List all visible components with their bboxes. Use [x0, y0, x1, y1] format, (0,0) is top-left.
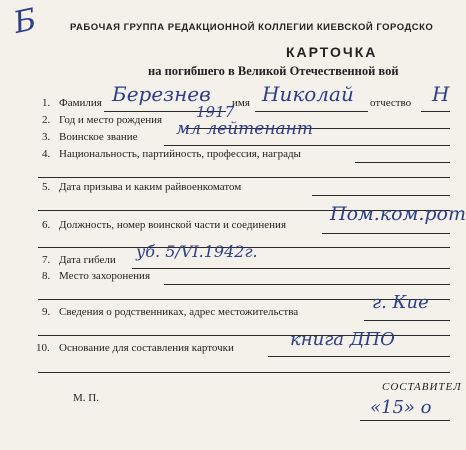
card-subtitle: на погибшего в Великой Отечественной вой — [148, 64, 399, 78]
patronymic-value: Н — [432, 82, 450, 106]
field-9-number: 9. — [42, 306, 51, 318]
name-line — [255, 111, 368, 112]
card-title: КАРТОЧКА — [286, 44, 378, 60]
relatives-value: г. Кие — [372, 292, 429, 313]
stamp-place-label: М. П. — [73, 392, 99, 404]
basis-label: Основание для составления карточки — [59, 342, 234, 354]
date-line — [360, 420, 450, 421]
draft-line — [312, 195, 450, 196]
surname-value: Березнев — [112, 82, 211, 106]
relatives-line — [364, 320, 450, 321]
rank-label: Воинское звание — [59, 131, 138, 143]
death-date-value: уб. 5/VI.1942г. — [136, 242, 258, 261]
field-2-number: 2. — [42, 114, 51, 126]
organization-header: РАБОЧАЯ ГРУППА РЕДАКЦИОННОЙ КОЛЛЕГИИ КИЕВСКОЙ ГОРОДСКО — [70, 22, 434, 33]
basis-value: книга ДПО — [290, 329, 395, 350]
basis-extra-line — [38, 372, 450, 373]
relatives-label: Сведения о родственниках, адрес местожительства — [59, 306, 299, 318]
field-5-number: 5. — [42, 181, 51, 193]
name-label: имя — [232, 97, 250, 109]
compiler-label: СОСТАВИТЕЛ — [382, 381, 462, 393]
field-6-number: 6. — [42, 219, 51, 231]
field-3-number: 3. — [42, 131, 51, 143]
death-date-line — [132, 268, 450, 269]
nationality-extra-line — [38, 177, 450, 178]
name-value: Николай — [262, 82, 354, 106]
nationality-label: Национальность, партийность, профессия, награды — [59, 148, 301, 160]
burial-label: Место захоронения — [59, 270, 150, 282]
unit-label: Должность, номер воинской части и соединения — [59, 219, 286, 231]
field-7-number: 7. — [42, 254, 51, 266]
unit-value: Пом.ком.рот — [330, 203, 466, 225]
rank-line — [164, 145, 450, 146]
draft-label: Дата призыва и каким райвоенкоматом — [59, 181, 242, 193]
field-1-number: 1. — [42, 97, 51, 109]
nationality-line — [355, 162, 450, 163]
date-value: «15» о — [370, 397, 432, 418]
corner-mark: Б — [10, 2, 40, 41]
field-4-number: 4. — [42, 148, 51, 160]
birth-value: 1917 — [196, 103, 235, 121]
surname-label: Фамилия — [59, 97, 102, 109]
field-10-number: 10. — [36, 342, 50, 354]
patronymic-line — [421, 111, 450, 112]
patronymic-label: отчество — [370, 97, 412, 109]
basis-line — [268, 356, 450, 357]
rank-value: мл лейтенант — [176, 119, 313, 139]
burial-line — [164, 284, 450, 285]
unit-line — [322, 233, 450, 234]
field-8-number: 8. — [42, 270, 51, 282]
birth-label: Год и место рождения — [59, 114, 163, 126]
death-date-label: Дата гибели — [59, 254, 116, 266]
